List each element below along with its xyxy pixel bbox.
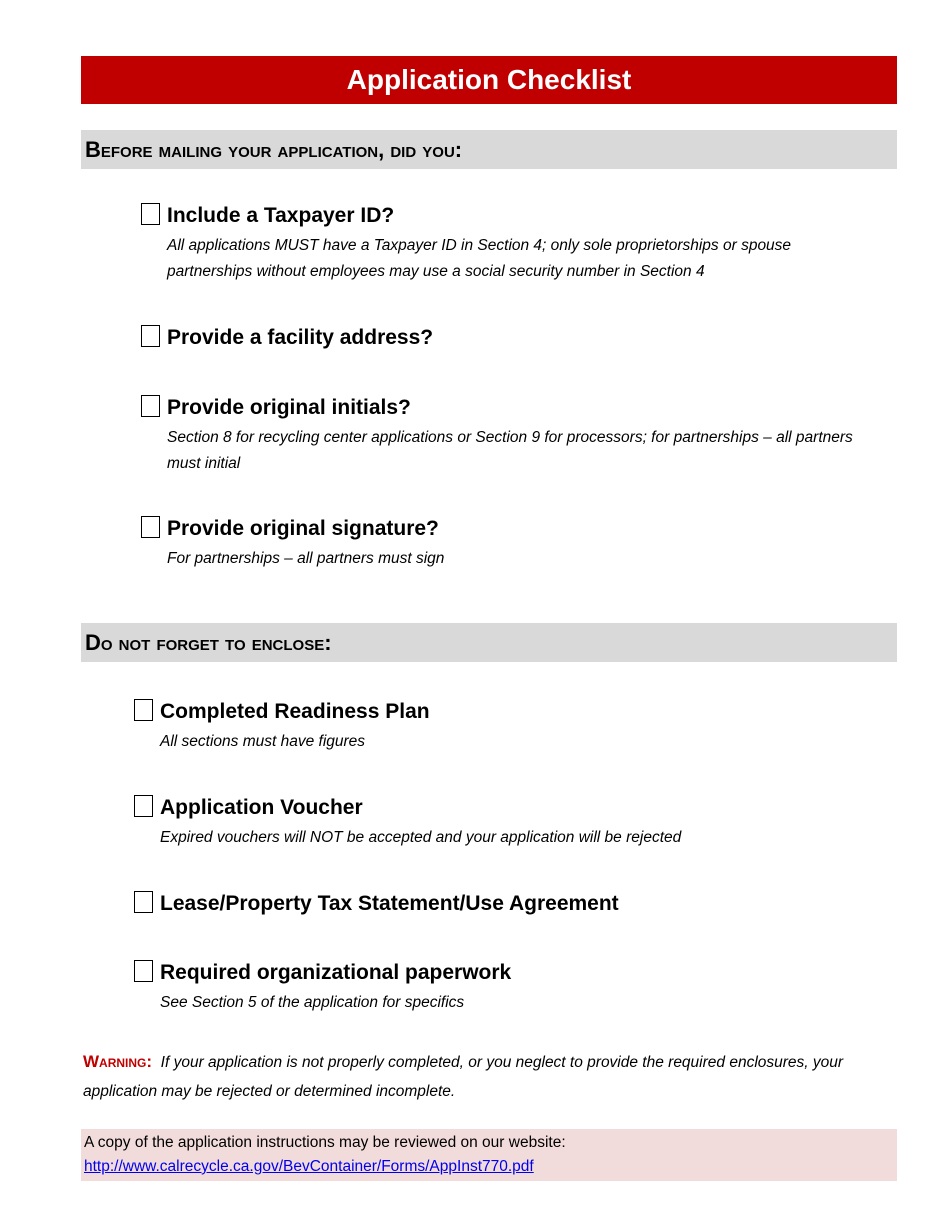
checklist-item-readiness-plan [134, 699, 874, 755]
checkbox[interactable] [134, 699, 153, 721]
checklist-item-note: For partnerships – all partners must sign [167, 550, 445, 567]
checklist-item-original-initials [141, 395, 861, 477]
section-header-before-mailing: Before mailing your application, did you: [81, 130, 897, 169]
checklist-item-label: Provide a facility address? [167, 326, 434, 349]
instructions-link[interactable]: http://www.calrecycle.ca.gov/BevContainer/Forms/AppInst770.pdf [84, 1158, 534, 1175]
checklist-item-lease-statement [134, 891, 874, 917]
checkbox[interactable] [141, 395, 160, 417]
checklist-item-label: Application Voucher [160, 796, 363, 819]
warning-notice [83, 1047, 903, 1106]
checklist-item-note: Section 8 for recycling center applications or Section 9 for processors; for partnerships – all partners must initial [167, 429, 853, 472]
checklist-item-label: Include a Taxpayer ID? [167, 204, 395, 227]
checkbox[interactable] [134, 891, 153, 913]
checklist-item-application-voucher [134, 795, 874, 851]
checklist-item-note: All applications MUST have a Taxpayer ID in Section 4; only sole proprietorships or spouse partnerships without employees may use a social security number in Section 4 [167, 237, 792, 280]
page-title: Application Checklist [81, 56, 897, 104]
checklist-item-organizational-paperwork [134, 960, 874, 1016]
checkbox[interactable] [141, 516, 160, 538]
checklist-item-note: Expired vouchers will NOT be accepted and your application will be rejected [160, 829, 682, 846]
section-header-enclose: Do not forget to enclose: [81, 623, 897, 662]
website-info-text: A copy of the application instructions may be reviewed on our website: [84, 1134, 566, 1151]
checklist-item-original-signature [141, 516, 861, 572]
warning-label: Warning: [83, 1052, 153, 1071]
checklist-item-facility-address [141, 325, 861, 351]
checklist-item-label: Required organizational paperwork [160, 961, 512, 984]
checkbox[interactable] [141, 203, 160, 225]
checklist-item-label: Provide original initials? [167, 396, 411, 419]
checkbox[interactable] [134, 795, 153, 817]
website-info-box [81, 1129, 897, 1181]
checklist-item-note: All sections must have figures [160, 733, 366, 750]
warning-text: If your application is not properly completed, or you neglect to provide the required enclosures, your application may be rejected or determined incomplete. [83, 1054, 844, 1100]
checklist-item-label: Lease/Property Tax Statement/Use Agreement [160, 892, 619, 915]
checklist-item-label: Completed Readiness Plan [160, 700, 430, 723]
checklist-item-label: Provide original signature? [167, 517, 439, 540]
checklist-item-note: See Section 5 of the application for specifics [160, 994, 465, 1011]
checklist-item-taxpayer-id [141, 203, 861, 285]
checkbox[interactable] [141, 325, 160, 347]
checkbox[interactable] [134, 960, 153, 982]
